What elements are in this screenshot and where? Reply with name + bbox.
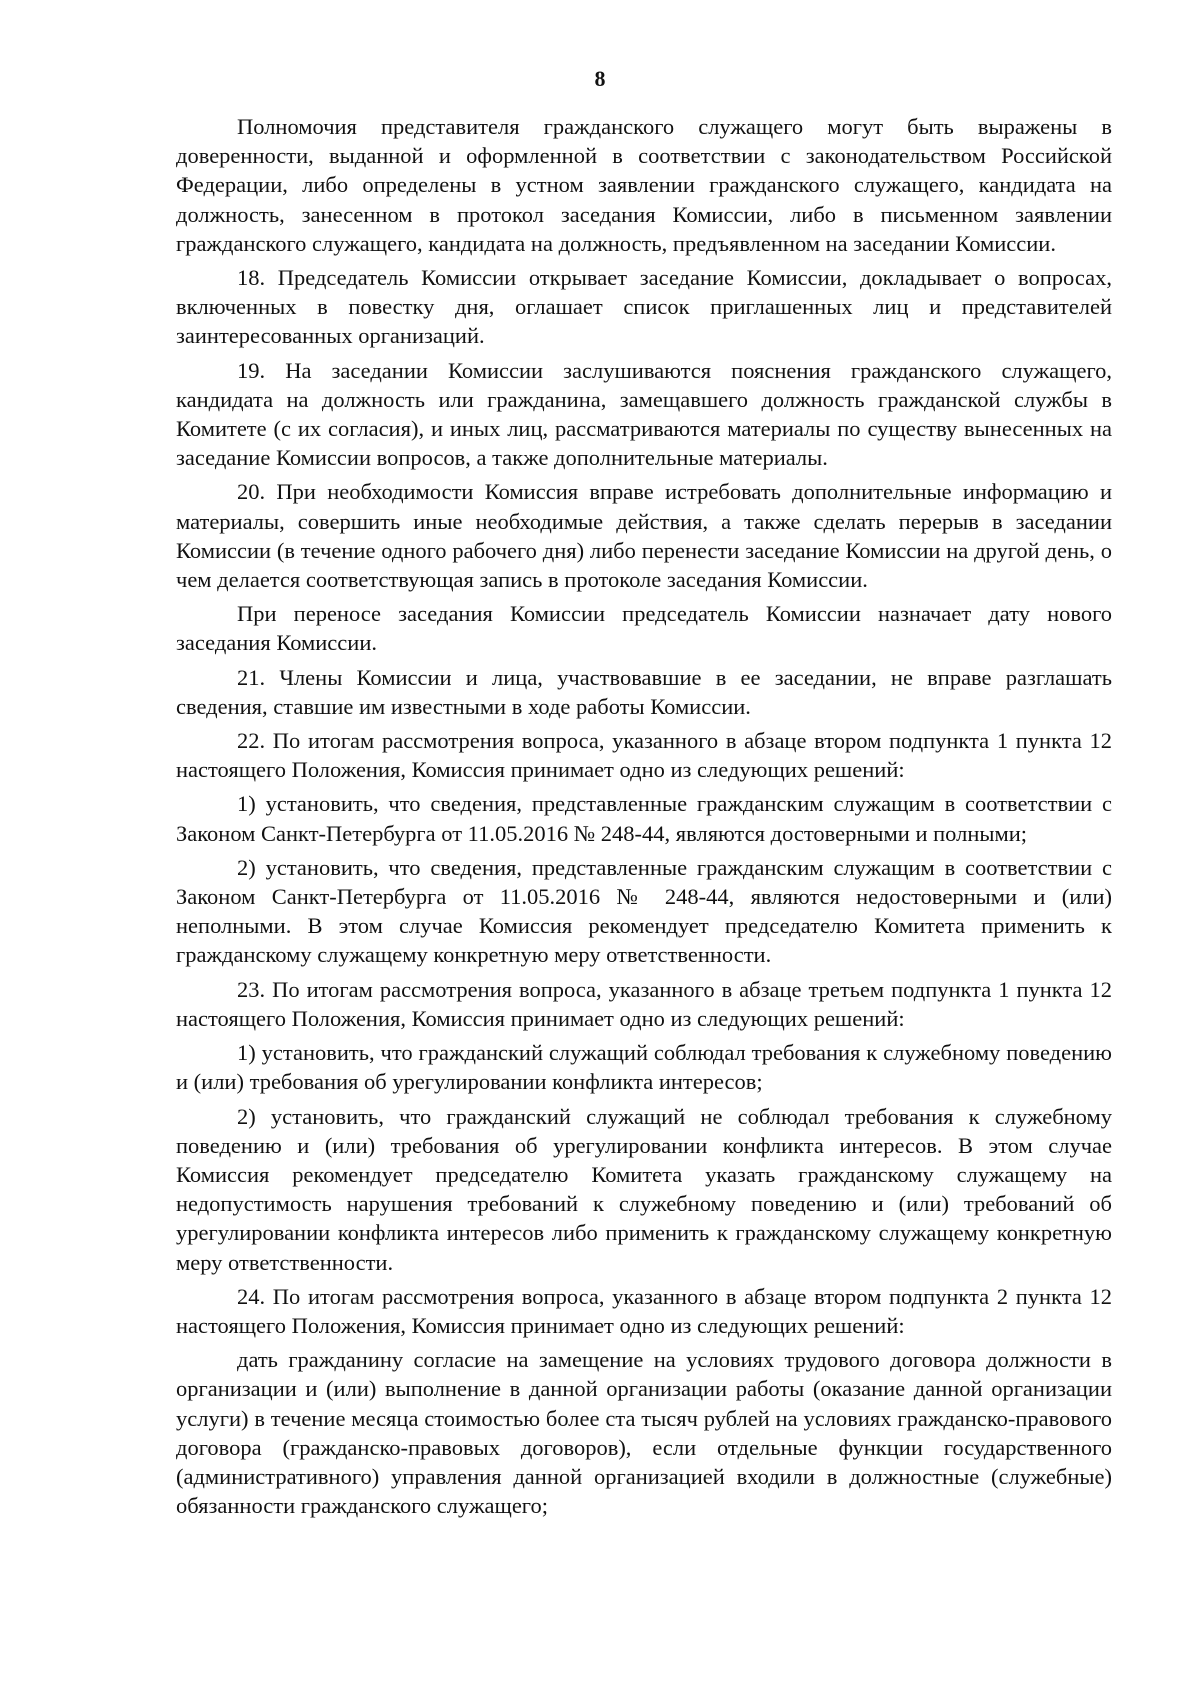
page-number: 8 [594, 66, 606, 91]
paragraph-23-item-2: 2) установить, что гражданский служащий не соблюдал требования к служебному поведению и (или) требования об урегулировании конфликта интересов. В этом случае Комиссия рекомендует председателю Комитета указать гражданскому служащему на недопустимость нарушения требований к служебному поведению и (или) требований об урегулировании конфликта интересов либо применить к гражданскому служащему конкретную меру ответственности. [176, 1103, 1112, 1275]
paragraph-representative-powers: Полномочия представителя гражданского служащего могут быть выражены в доверенности, выданной и оформленной в соответствии с законодательством Российской Федерации, либо определены в устном заявлении гражданского служащего, кандидата на должность, занесенном в протокол заседания Комиссии, либо в письменном заявлении гражданского служащего, кандидата на должность, предъявленном на заседании Комиссии. [176, 114, 1112, 256]
paragraph-22-item-2: 2) установить, что сведения, представленные гражданским служащим в соответствии с Законом Санкт-Петербурга от 11.05.2016 № 248-44, являются недостоверными и (или) неполными. В этом случае Комиссия рекомендует председателю Комитета применить к гражданскому служащему конкретную меру ответственности. [176, 854, 1112, 968]
document-body [176, 112, 1112, 1525]
paragraph-22: 22. По итогам рассмотрения вопроса, указанного в абзаце втором подпункта 1 пункта 12 настоящего Положения, Комиссия принимает одно из следующих решений: [176, 728, 1112, 783]
paragraph-21: 21. Члены Комиссии и лица, участвовавшие в ее заседании, не вправе разглашать сведения, ставшие им известными в ходе работы Комиссии. [176, 664, 1112, 719]
paragraph-23: 23. По итогам рассмотрения вопроса, указанного в абзаце третьем подпункта 1 пункта 12 настоящего Положения, Комиссия принимает одно из следующих решений: [176, 976, 1112, 1031]
paragraph-19: 19. На заседании Комиссии заслушиваются пояснения гражданского служащего, кандидата на должность или гражданина, замещавшего должность гражданской службы в Комитете (с их согласия), и иных лиц, рассматриваются материалы по существу вынесенных на заседание Комиссии вопросов, а также дополнительные материалы. [176, 357, 1112, 471]
paragraph-20: 20. При необходимости Комиссия вправе истребовать дополнительные информацию и материалы, совершить иные необходимые действия, а также сделать перерыв в заседании Комиссии (в течение одного рабочего дня) либо перенести заседание Комиссии на другой день, о чем делается соответствующая запись в протоколе заседания Комиссии. [176, 479, 1112, 593]
paragraph-20-postponement: При переносе заседания Комиссии председатель Комиссии назначает дату нового заседания Комиссии. [176, 601, 1112, 656]
paragraph-24-consent: дать гражданину согласие на замещение на условиях трудового договора должности в организации и (или) выполнение в данной организации работы (оказание данной организации услуги) в течение месяца стоимостью более ста тысяч рублей на условиях гражданско-правового договора (гражданско-правовых договоров), если отдельные функции государственного (административного) управления данной организацией входили в должностные (служебные) обязанности гражданского служащего; [176, 1347, 1112, 1519]
paragraph-22-item-1: 1) установить, что сведения, представленные гражданским служащим в соответствии с Законом Санкт-Петербурга от 11.05.2016 № 248-44, являются достоверными и полными; [176, 791, 1112, 846]
paragraph-24: 24. По итогам рассмотрения вопроса, указанного в абзаце втором подпункта 2 пункта 12 настоящего Положения, Комиссия принимает одно из следующих решений: [176, 1283, 1112, 1338]
paragraph-18: 18. Председатель Комиссии открывает заседание Комиссии, докладывает о вопросах, включенных в повестку дня, оглашает список приглашенных лиц и представителей заинтересованных организаций. [176, 265, 1112, 349]
paragraph-23-item-1: 1) установить, что гражданский служащий соблюдал требования к служебному поведению и (или) требования об урегулировании конфликта интересов; [176, 1040, 1112, 1095]
